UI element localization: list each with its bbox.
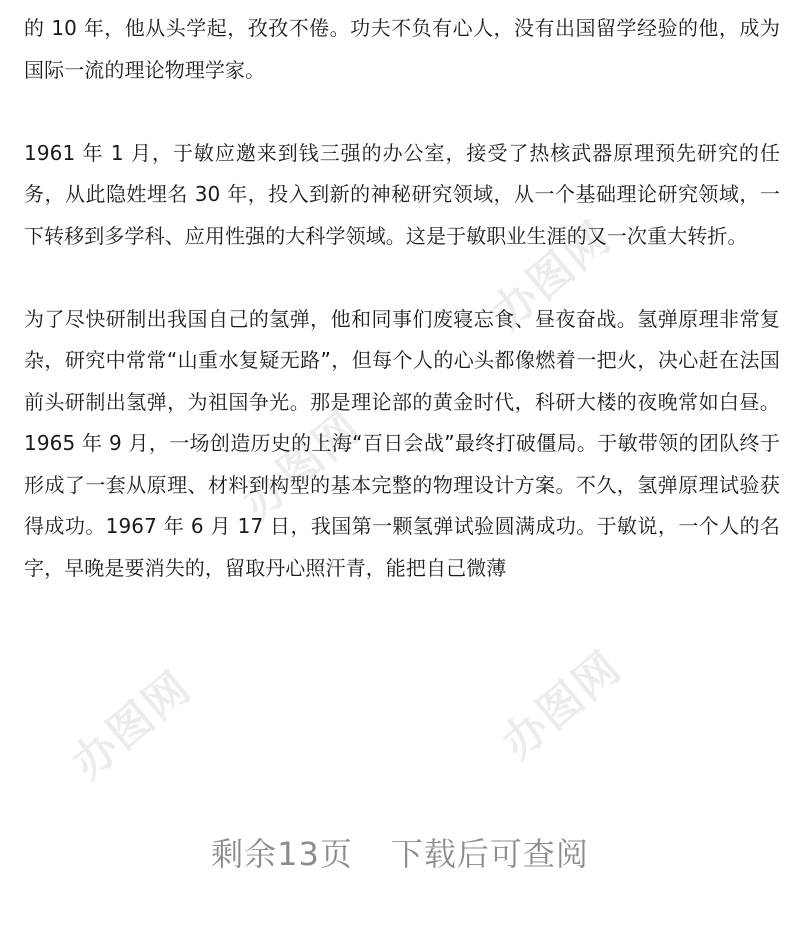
download-prompt-label: 下载后可查阅 xyxy=(390,835,589,873)
document-body xyxy=(24,8,780,631)
download-prompt-banner[interactable] xyxy=(0,830,800,878)
watermark: 办图网 xyxy=(482,211,622,340)
paragraph: 的 10 年，他从头学起，孜孜不倦。功夫不负有心人，没有出国留学经验的他，成为国际一流的理论物理学家。 xyxy=(24,16,780,82)
remaining-pages-label: 剩余13页 xyxy=(211,835,353,873)
watermark: 办图网 xyxy=(62,661,202,790)
paragraph: 为了尽快研制出我国自己的氢弹，他和同事们废寝忘食、昼夜奋战。氢弹原理非常复杂，研究中常常“山重水复疑无路”，但每个人的心头都像燃着一把火，决心赶在法国前头研制出氢弹，为祖国争光。那是理论部的黄金时代，科研大楼的夜晚常如白昼。1965 年 9 月，一场创造历史的上海“百日会战”最终打破僵局。于敏带领的团队终于形成了一套从原理、材料到构型的基本完整的物理设计方案。不久，氢弹原理试验获得成功。1967 年 6 月 17 日，我国第一颗氢弹试验圆满成功。于敏说，一个人的名字，早晚是要消失的，留取丹心照汗青，能把自己微薄 xyxy=(24,306,780,580)
watermark: 办图网 xyxy=(232,401,372,530)
watermark: 办图网 xyxy=(492,641,632,770)
paragraph: 1961 年 1 月，于敏应邀来到钱三强的办公室，接受了热核武器原理预先研究的任务，从此隐姓埋名 30 年，投入到新的神秘研究领域，从一个基础理论研究领域，一下转移到多学科、应用性强的大科学领域。这是于敏职业生涯的又一次重大转折。 xyxy=(24,140,780,248)
